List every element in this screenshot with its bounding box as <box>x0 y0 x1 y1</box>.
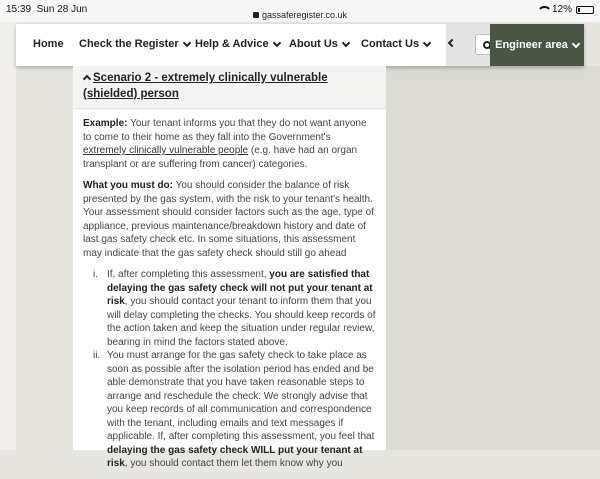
vulnerable-people-link[interactable]: extremely clinically vulnerable people <box>83 145 249 156</box>
scenario-card <box>73 66 386 469</box>
nav-home[interactable] <box>33 38 64 50</box>
chevron-down-icon <box>182 38 190 46</box>
chevron-down-icon <box>423 38 431 46</box>
engineer-area-label: Engineer area <box>495 39 568 51</box>
battery-fill <box>578 8 580 12</box>
nav-about-us-label: About Us <box>289 38 338 50</box>
address-bar[interactable] <box>0 10 600 20</box>
url-text: gassaferegister.co.uk <box>261 10 348 20</box>
main-navigation <box>16 24 584 66</box>
nav-contact-us[interactable] <box>361 38 430 50</box>
status-bar <box>0 0 600 22</box>
must-do-paragraph: What you must do: You should consider the balance of risk presented by the gas system, with the risk to your tenant's health. Your assessment should consider factors such as the age, type of appliance, previous maintenance/breakdown history and date of last gas safety check etc. In some situations, this assessment may indicate that the gas safety check should still go ahead <box>83 180 374 259</box>
example-paragraph: Example: Your tenant informs you that they do not want anyone to come to their home as they fall into the Government's extremely clinically vulnerable people (e.g. have had an organ transplant or are suffering from cancer) categories. <box>83 118 367 170</box>
list-item: i. If, after completing this assessment, you are satisfied that delaying the gas safety check will not put your tenant at risk, you should contact your tenant to inform them that you will delay completing the checks. You should keep records of the action taken and keep the situation under regular review, bearing in mind the factors stated above. <box>93 269 376 348</box>
chevron-down-icon <box>342 38 350 46</box>
scenario-header[interactable] <box>73 66 386 109</box>
battery-percent: 12% <box>551 4 572 15</box>
nav-home-label: Home <box>33 38 64 50</box>
nav-about-us[interactable] <box>289 38 349 50</box>
example-label: Example: <box>83 118 128 129</box>
battery-icon <box>576 6 594 14</box>
chevron-down-icon <box>272 38 280 46</box>
guidance-list <box>93 268 376 471</box>
status-time: 15:39 Sun 28 Jun <box>6 4 88 15</box>
chevron-up-icon <box>83 75 91 83</box>
scenario-body <box>73 109 386 479</box>
chevron-down-icon <box>572 39 580 47</box>
wifi-icon <box>537 6 548 14</box>
nav-check-register-label: Check the Register <box>79 38 179 50</box>
nav-check-register[interactable] <box>79 38 190 50</box>
list-item: ii. You must arrange for the gas safety check to take place as soon as possible after the isolation period has ended and be able demonstrate that you have taken reasonable steps to arrange and reschedule the check. We strongly advise that you keep records of all communication and correspondence with the tenant, including emails and text messages if applicable. If, after completing this assessment, you feel that delaying the gas safety check WILL put your tenant at risk, you should contact them let them know why you <box>93 350 375 469</box>
scenario-title[interactable]: Scenario 2 - extremely clinically vulnerable (shielded) person <box>83 72 328 100</box>
page-right-background <box>386 66 600 450</box>
must-do-label: What you must do: <box>83 180 173 191</box>
nav-contact-us-label: Contact Us <box>361 38 420 50</box>
page-left-background <box>0 22 16 450</box>
nav-help-advice[interactable] <box>195 38 280 50</box>
status-right <box>537 4 594 15</box>
engineer-area-button[interactable] <box>490 24 584 66</box>
lock-icon <box>253 12 259 18</box>
nav-help-advice-label: Help & Advice <box>195 38 269 50</box>
